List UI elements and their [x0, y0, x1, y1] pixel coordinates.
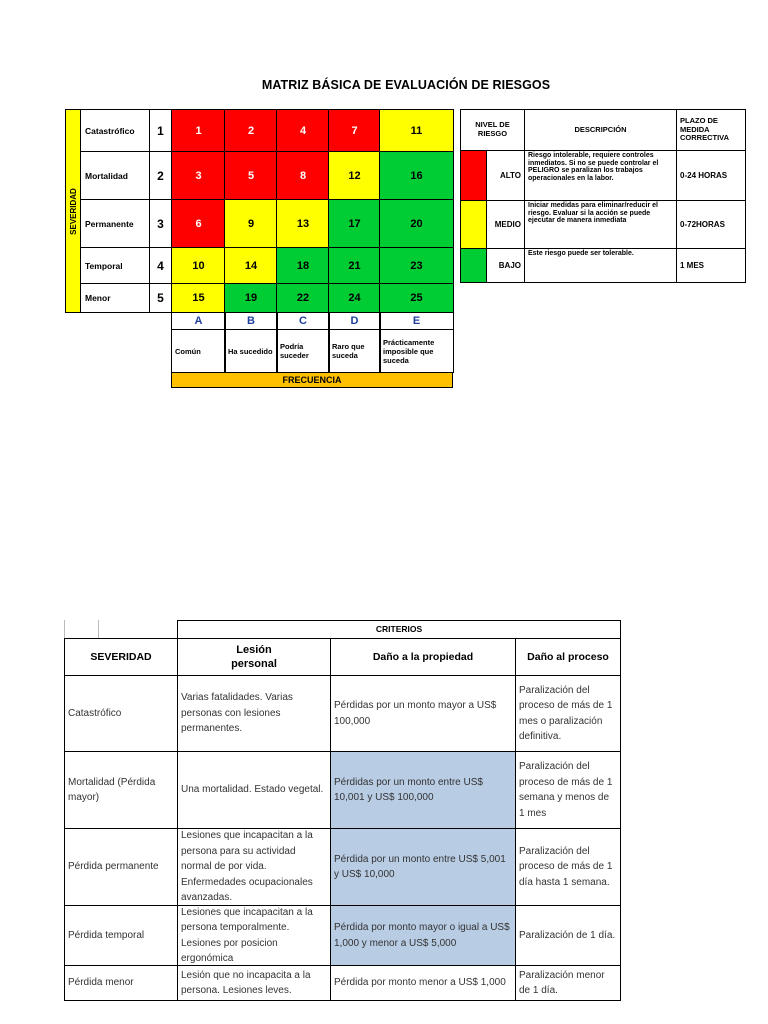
criteria-header-propiedad: Daño a la propiedad [330, 638, 516, 676]
severity-row-number: 4 [149, 247, 172, 284]
legend-level: BAJO [486, 248, 525, 283]
criteria-proceso: Paralización del proceso de más de 1 semana y menos de 1 mes [515, 751, 621, 829]
frequency-letter: B [224, 313, 278, 330]
criteria-proceso: Paralización del proceso de más de 1 día hasta 1 semana. [515, 828, 621, 906]
criteria-lesion: Lesión que no incapacita a la persona. Lesiones leves. [177, 965, 331, 1001]
criteria-proceso: Paralización menor de 1 día. [515, 965, 621, 1001]
risk-cell: 14 [224, 247, 278, 284]
criteria-propiedad: Pérdidas por un monto entre US$ 10,001 y US$ 100,000 [330, 751, 516, 829]
frequency-description: Común [171, 329, 226, 373]
severity-row-number: 5 [149, 283, 172, 313]
criteria-proceso: Paralización de 1 día. [515, 905, 621, 966]
legend-header-nivel: NIVEL DE RIESGO [460, 109, 525, 151]
criteria-group-header: CRITERIOS [177, 620, 621, 639]
criteria-propiedad: Pérdida por un monto entre US$ 5,001 y US$ 10,000 [330, 828, 516, 906]
severity-row-number: 2 [149, 151, 172, 200]
criteria-lesion: Lesiones que incapacitan a la persona para su actividad normal de por vida. Enfermedades ocupacionales avanzadas. [177, 828, 331, 906]
risk-cell: 23 [379, 247, 454, 284]
frequency-letter: A [171, 313, 226, 330]
criteria-header-severidad: SEVERIDAD [64, 638, 178, 676]
frequency-letter: C [276, 313, 330, 330]
legend-header-plazo: PLAZO DE MEDIDA CORRECTIVA [676, 109, 746, 151]
criteria-lesion: Una mortalidad. Estado vegetal. [177, 751, 331, 829]
legend-description: Iniciar medidas para eliminar/reducir el riesgo. Evaluar si la acción se puede ejecutar de manera inmediata [524, 200, 677, 249]
risk-cell: 3 [171, 151, 226, 200]
criteria-lesion: Lesiones que incapacitan a la persona temporalmente. Lesiones por posicion ergonómica [177, 905, 331, 966]
criteria-header-lesion: Lesión personal [177, 638, 331, 676]
frequency-description: Raro que suceda [328, 329, 381, 373]
legend-description: Este riesgo puede ser tolerable. [524, 248, 677, 283]
risk-cell: 10 [171, 247, 226, 284]
severity-row-number: 3 [149, 199, 172, 248]
frequency-letter: D [328, 313, 381, 330]
risk-cell: 7 [328, 109, 381, 152]
matrix-title: MATRIZ BÁSICA DE EVALUACIÓN DE RIESGOS [261, 78, 551, 92]
criteria-proceso: Paralización del proceso de más de 1 mes o paralización definitiva. [515, 675, 621, 752]
risk-cell: 8 [276, 151, 330, 200]
criteria-severity: Mortalidad (Pérdida mayor) [64, 751, 178, 829]
risk-cell: 2 [224, 109, 278, 152]
criteria-propiedad: Pérdida por monto mayor o igual a US$ 1,000 y menor a US$ 5,000 [330, 905, 516, 966]
risk-cell: 15 [171, 283, 226, 313]
risk-cell: 18 [276, 247, 330, 284]
severity-label-wrap [65, 109, 81, 313]
risk-cell: 5 [224, 151, 278, 200]
risk-cell: 6 [171, 199, 226, 248]
criteria-severity: Pérdida menor [64, 965, 178, 1001]
risk-cell: 9 [224, 199, 278, 248]
risk-cell: 21 [328, 247, 381, 284]
criteria-severity: Catastrófico [64, 675, 178, 752]
criteria-propiedad: Pérdidas por un monto mayor a US$ 100,000 [330, 675, 516, 752]
risk-cell: 4 [276, 109, 330, 152]
legend-color-swatch [460, 150, 487, 201]
severity-row-label: Catastrófico [80, 109, 150, 152]
frequency-description: Ha sucedido [224, 329, 278, 373]
frequency-label: FRECUENCIA [171, 372, 453, 388]
legend-header-descripcion: DESCRIPCIÓN [524, 109, 677, 151]
risk-cell: 13 [276, 199, 330, 248]
risk-cell: 11 [379, 109, 454, 152]
criteria-severity: Pérdida temporal [64, 905, 178, 966]
risk-cell: 12 [328, 151, 381, 200]
legend-plazo: 0-24 HORAS [676, 150, 746, 201]
criteria-header-proceso: Daño al proceso [515, 638, 621, 676]
severity-row-label: Permanente [80, 199, 150, 248]
risk-cell: 17 [328, 199, 381, 248]
faint-rule-left [64, 620, 65, 638]
criteria-severity: Pérdida permanente [64, 828, 178, 906]
risk-cell: 24 [328, 283, 381, 313]
faint-rule-right [98, 620, 99, 638]
legend-plazo: 1 MES [676, 248, 746, 283]
risk-cell: 16 [379, 151, 454, 200]
legend-color-swatch [460, 200, 487, 249]
legend-level: ALTO [486, 150, 525, 201]
severity-label: SEVERIDAD [68, 187, 78, 235]
risk-cell: 22 [276, 283, 330, 313]
legend-description: Riesgo intolerable, requiere controles inmediatos. Si no se puede controlar el PELIGRO se paralizan los trabajos operacionales en la labor. [524, 150, 677, 201]
frequency-description: Prácticamente imposible que suceda [379, 329, 454, 373]
severity-row-number: 1 [149, 109, 172, 152]
risk-cell: 25 [379, 283, 454, 313]
frequency-description: Podría suceder [276, 329, 330, 373]
criteria-propiedad: Pérdida por monto menor a US$ 1,000 [330, 965, 516, 1001]
criteria-lesion: Varias fatalidades. Varias personas con lesiones permanentes. [177, 675, 331, 752]
legend-color-swatch [460, 248, 487, 283]
legend-level: MEDIO [486, 200, 525, 249]
severity-row-label: Temporal [80, 247, 150, 284]
severity-row-label: Menor [80, 283, 150, 313]
legend-plazo: 0-72HORAS [676, 200, 746, 249]
risk-cell: 1 [171, 109, 226, 152]
severity-row-label: Mortalidad [80, 151, 150, 200]
frequency-letter: E [379, 313, 454, 330]
risk-cell: 20 [379, 199, 454, 248]
risk-cell: 19 [224, 283, 278, 313]
